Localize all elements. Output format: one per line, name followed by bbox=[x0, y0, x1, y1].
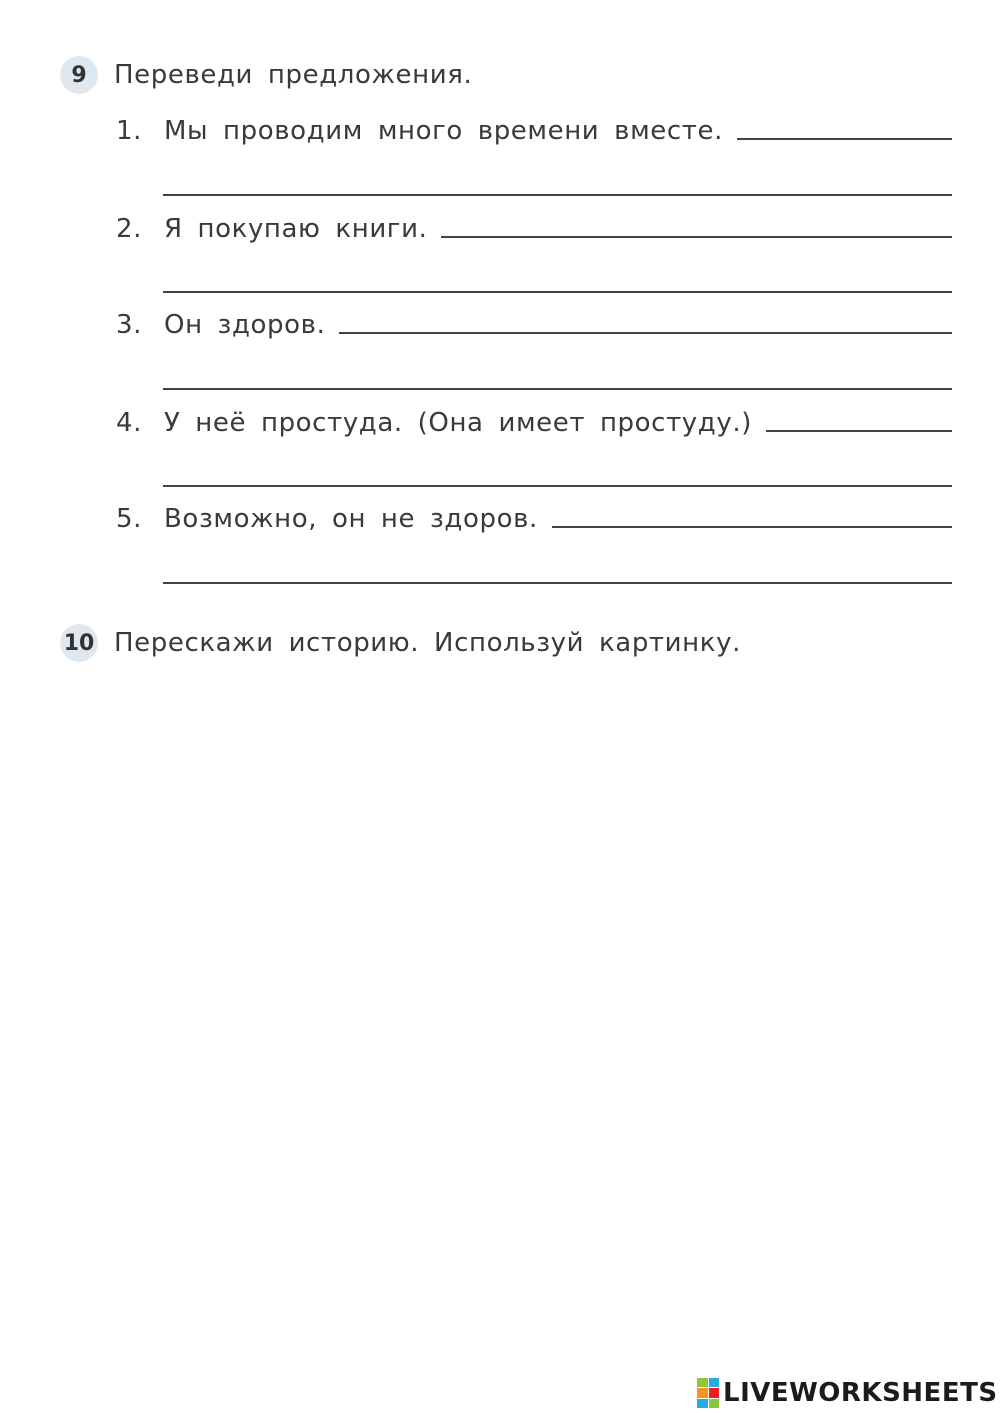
item-sentence: Я покупаю книги. bbox=[164, 214, 428, 244]
sentence-item bbox=[116, 310, 952, 340]
logo-mark-icon bbox=[697, 1378, 719, 1408]
item-sentence: Он здоров. bbox=[164, 310, 326, 340]
answer-blank-line[interactable] bbox=[163, 485, 952, 487]
item-number: 2. bbox=[116, 214, 143, 244]
logo-text: LIVEWORKSHEETS bbox=[723, 1378, 998, 1408]
answer-blank-inline[interactable] bbox=[766, 428, 952, 432]
exercise-10-header bbox=[60, 624, 741, 662]
item-number: 5. bbox=[116, 504, 143, 534]
exercise-9-header bbox=[60, 56, 472, 94]
item-sentence: У неё простуда. (Она имеет простуду.) bbox=[164, 408, 752, 438]
answer-blank-line[interactable] bbox=[163, 194, 952, 196]
exercise-instruction: Перескажи историю. Используй картинку. bbox=[114, 628, 741, 658]
answer-blank-line[interactable] bbox=[163, 388, 952, 390]
item-number: 3. bbox=[116, 310, 143, 340]
answer-blank-inline[interactable] bbox=[441, 234, 952, 238]
liveworksheets-logo bbox=[697, 1378, 998, 1408]
answer-blank-line[interactable] bbox=[163, 582, 952, 584]
answer-blank-inline[interactable] bbox=[552, 524, 952, 528]
sentence-item bbox=[116, 214, 952, 244]
sentence-item bbox=[116, 408, 952, 438]
sentence-item bbox=[116, 116, 952, 146]
answer-blank-inline[interactable] bbox=[339, 330, 952, 334]
item-sentence: Мы проводим много времени вместе. bbox=[164, 116, 724, 146]
sentence-item bbox=[116, 504, 952, 534]
exercise-number-badge: 9 bbox=[60, 56, 98, 94]
item-number: 4. bbox=[116, 408, 143, 438]
exercise-number-badge: 10 bbox=[60, 624, 98, 662]
exercise-instruction: Переведи предложения. bbox=[114, 60, 473, 90]
answer-blank-line[interactable] bbox=[163, 291, 952, 293]
answer-blank-inline[interactable] bbox=[737, 136, 952, 140]
item-number: 1. bbox=[116, 116, 143, 146]
item-sentence: Возможно, он не здоров. bbox=[164, 504, 538, 534]
